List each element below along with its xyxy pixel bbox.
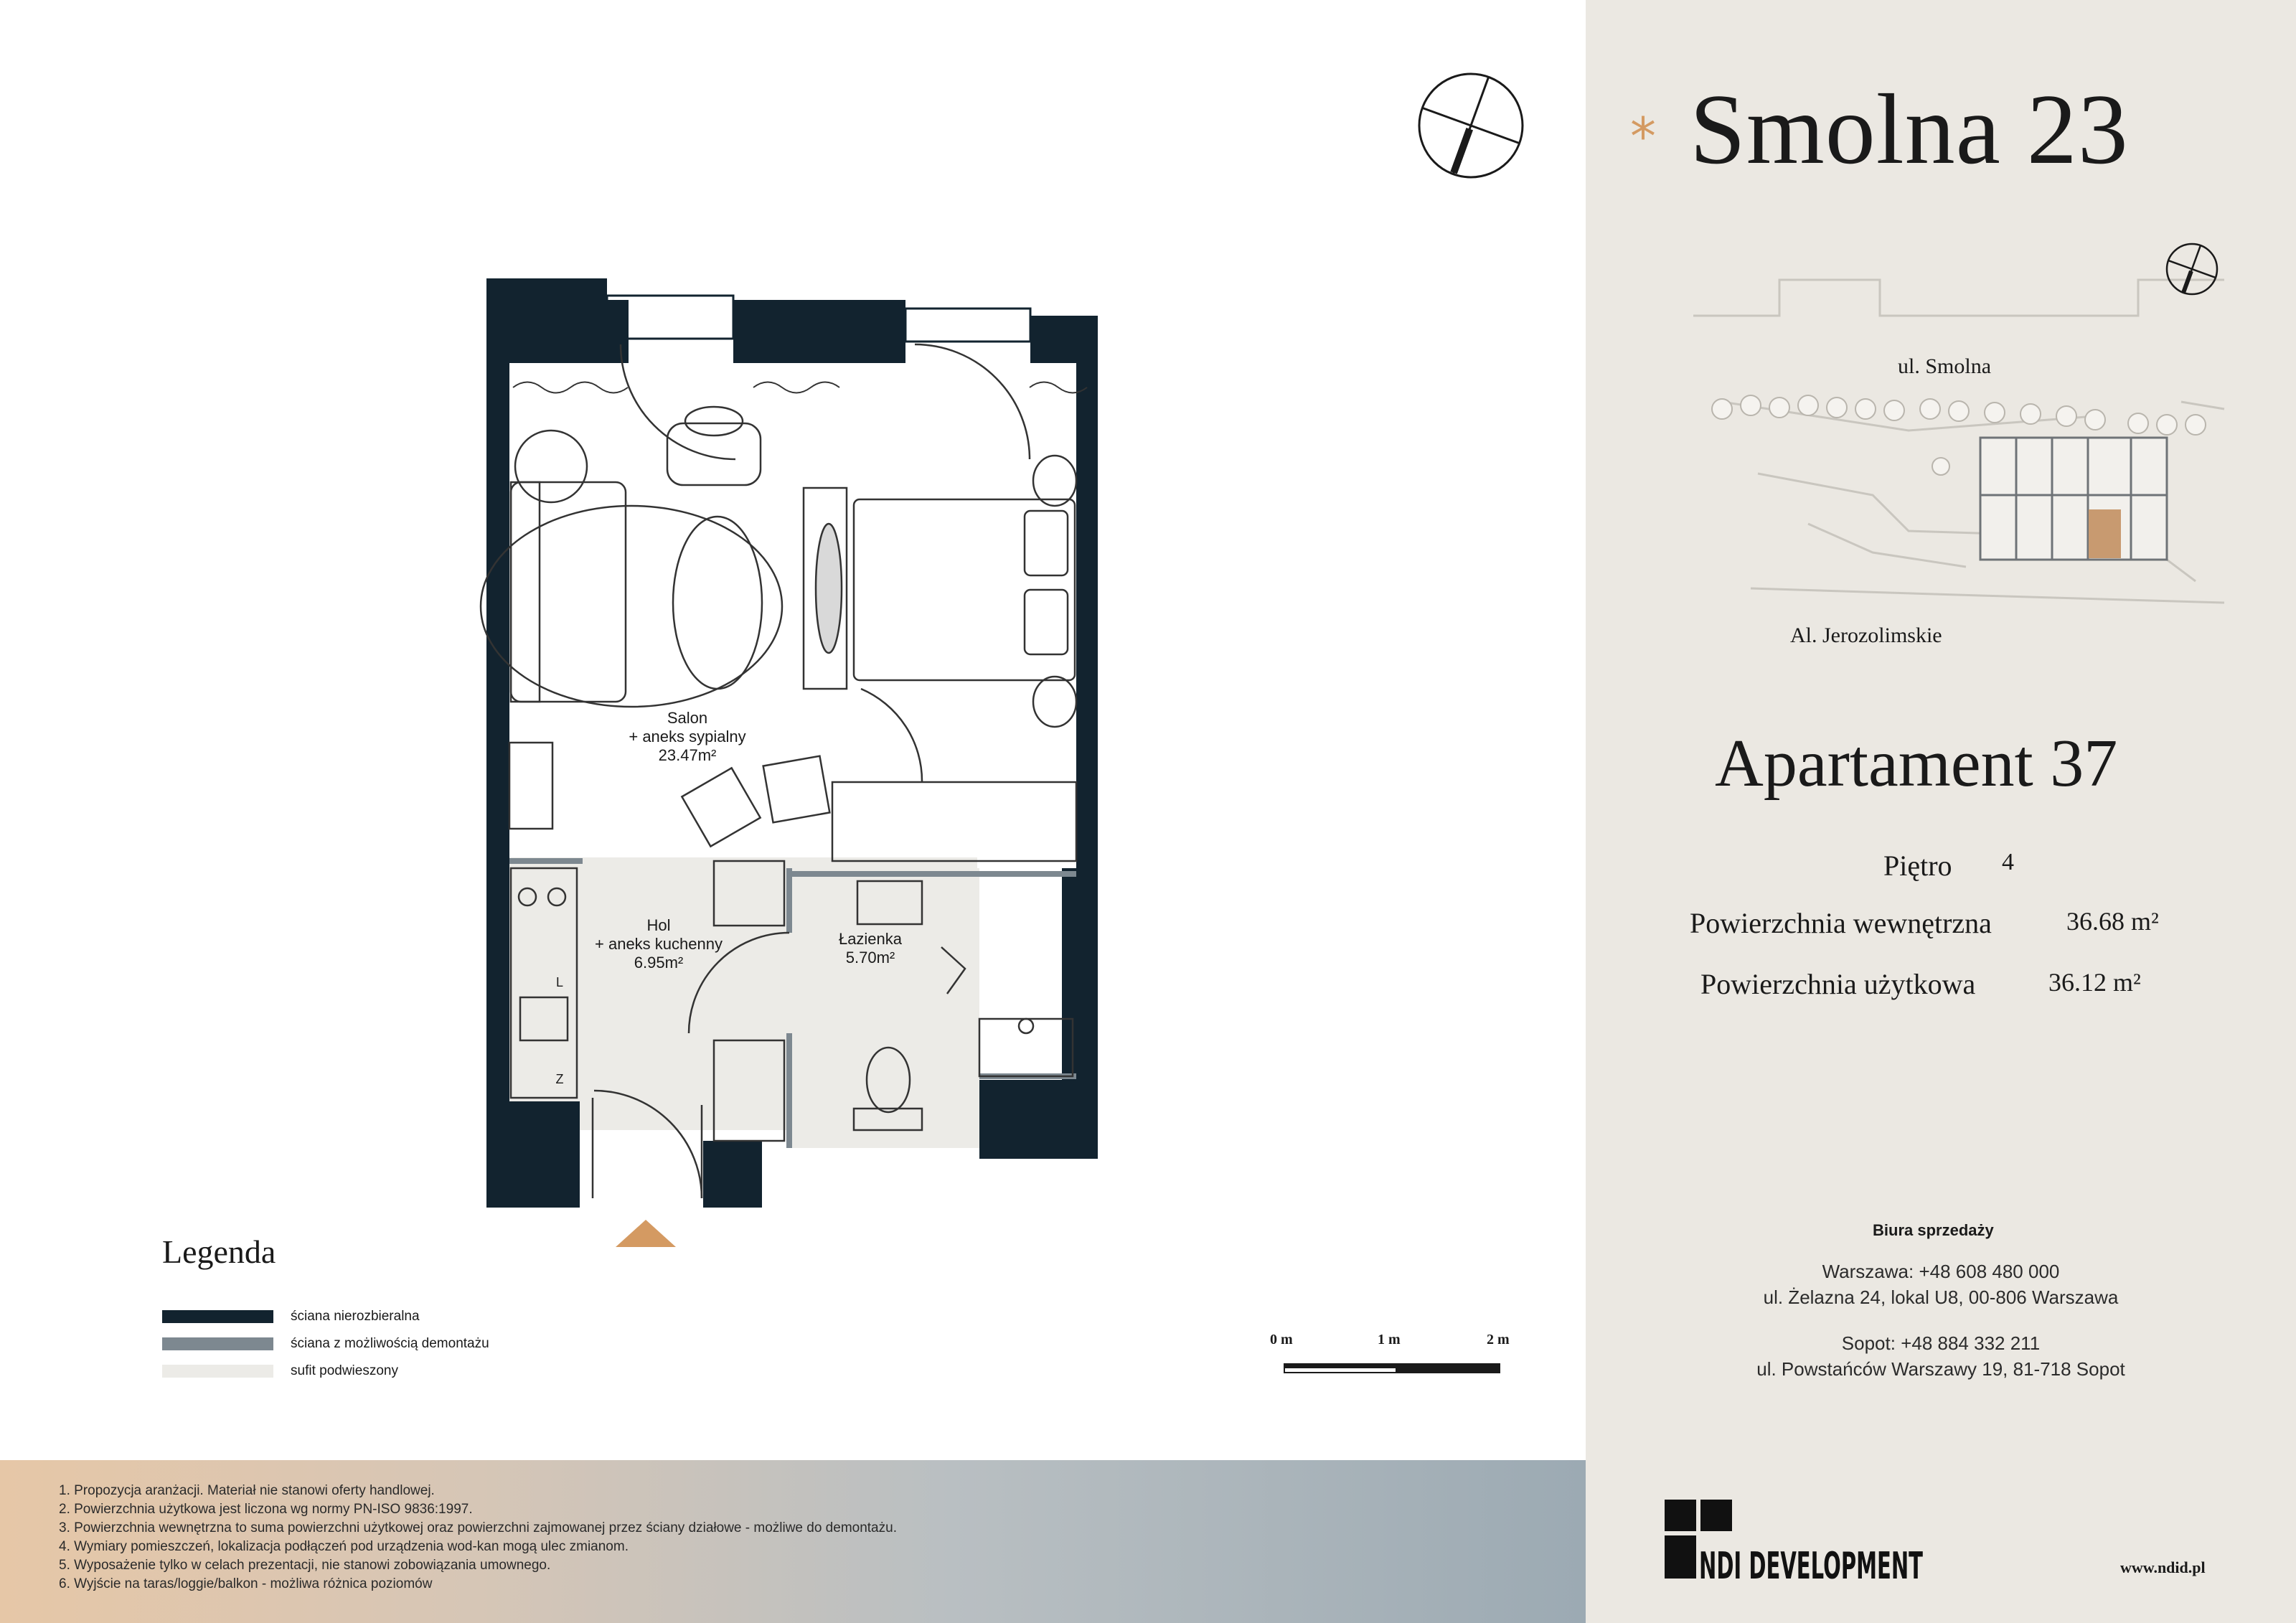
legend-label: sufit podwieszony: [291, 1363, 398, 1378]
usable-area-label: Powierzchnia użytkowa: [1700, 968, 1976, 1000]
sales-office-line: Sopot: +48 884 332 211: [1841, 1332, 2041, 1354]
footnote-item: 4. Wymiary pomieszczeń, lokalizacja podłączeń pod urządzenia wod-kan mogą ulec zmianom.: [59, 1539, 629, 1554]
brand-title: Smolna 23: [1690, 74, 2129, 185]
footnote-item: 1. Propozycja aranżacji. Materiał nie stanowi oferty handlowej.: [59, 1483, 435, 1498]
room-name-hol: Hol: [646, 916, 671, 934]
legend-swatch-partition: [162, 1337, 273, 1350]
site-map: [1693, 237, 2224, 653]
legend-label: ściana nierozbieralna: [291, 1309, 420, 1324]
north-compass-icon: [1417, 72, 1525, 179]
floor-value: 4: [2002, 849, 2014, 875]
scale-label-0: 0 m: [1270, 1332, 1293, 1347]
developer-name: NDI DEVELOPMENT: [1699, 1545, 1924, 1588]
fridge-label: L: [555, 975, 564, 989]
legend-label: ściana z możliwością demontażu: [291, 1336, 489, 1351]
room-name-lazienka: Łazienka: [838, 930, 903, 948]
website-link[interactable]: www.ndid.pl: [2120, 1558, 2206, 1576]
room-subtitle-salon: + aneks sypialny: [629, 728, 746, 745]
legend-item-partition-wall: [162, 1336, 489, 1352]
scale-label-1: 1 m: [1378, 1332, 1401, 1347]
internal-area-value: 36.68 m²: [2066, 907, 2159, 936]
scale-bar: [1270, 1331, 1514, 1381]
legend-item-suspended-ceiling: [162, 1363, 398, 1379]
footnotes-list: [59, 1482, 897, 1594]
footnote-item: 6. Wyjście na taras/loggie/balkon - możliwa różnica poziomów: [59, 1576, 433, 1591]
legend-item-bearing-wall: [162, 1309, 420, 1325]
apartment-title: Apartament 37: [1715, 726, 2118, 801]
sales-office-line: ul. Powstańców Warszawy 19, 81-718 Sopot: [1756, 1358, 2125, 1380]
usable-area-value: 36.12 m²: [2048, 968, 2141, 997]
entrance-arrow: [616, 1220, 676, 1247]
freezer-label: Z: [555, 1072, 564, 1086]
sales-offices-title: Biura sprzedaży: [1873, 1221, 1994, 1239]
street-label-smolna: ul. Smolna: [1898, 354, 1992, 378]
legend-swatch-ceiling: [162, 1365, 273, 1378]
street-label-jerozolimskie: Al. Jerozolimskie: [1790, 624, 1942, 647]
footnote-item: 2. Powierzchnia użytkowa jest liczona wg normy PN-ISO 9836:1997.: [59, 1502, 473, 1517]
footnote-item: 3. Powierzchnia wewnętrzna to suma powierzchni użytkowej oraz powierzchni zajmowanej przez ściany działowe - możliwe do demontażu.: [59, 1520, 897, 1535]
ndi-development-logo: [1665, 1500, 1924, 1588]
apartment-location-highlight: [2089, 509, 2121, 558]
legend-title: Legenda: [162, 1233, 276, 1270]
scale-label-2: 2 m: [1487, 1332, 1510, 1347]
legend-swatch-bearing: [162, 1310, 273, 1323]
room-area-lazienka: 5.70m²: [845, 949, 895, 966]
site-compass-icon: [2167, 244, 2217, 294]
suspended-ceiling-zone-bath: [789, 868, 979, 1148]
room-area-hol: 6.95m²: [634, 954, 684, 972]
sales-office-line: ul. Żelazna 24, lokal U8, 00-806 Warszawa: [1763, 1286, 2119, 1308]
footnotes-band: [0, 1460, 1586, 1623]
sales-office-line: Warszawa: +48 608 480 000: [1822, 1261, 2060, 1282]
internal-area-label: Powierzchnia wewnętrzna: [1690, 907, 1992, 939]
room-name-salon: Salon: [667, 709, 708, 727]
footnote-item: 5. Wyposażenie tylko w celach prezentacji, nie stanowi zobowiązania umownego.: [59, 1558, 551, 1573]
brand-star-icon: *: [1630, 106, 1656, 166]
floor-label: Piętro: [1883, 850, 1952, 882]
room-subtitle-hol: + aneks kuchenny: [595, 935, 723, 953]
room-area-salon: 23.47m²: [658, 746, 717, 764]
